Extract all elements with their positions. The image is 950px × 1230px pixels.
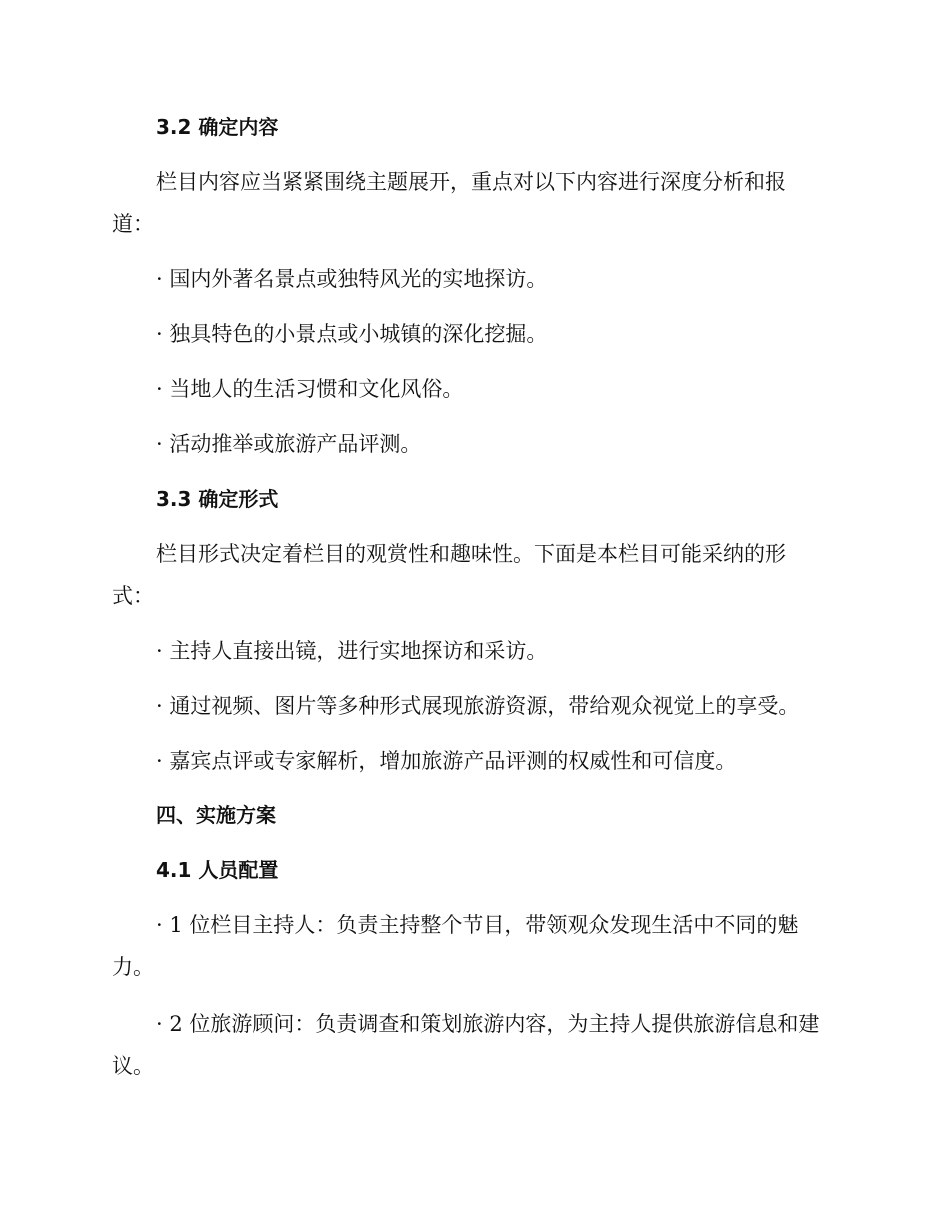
paragraph-line: 栏目内容应当紧紧围绕主题展开，重点对以下内容进行深度分析和报 xyxy=(156,170,786,194)
list-item-line: · 1 位栏目主持人：负责主持整个节目，带领观众发现生活中不同的魅 xyxy=(156,913,799,937)
list-item-line: 力。 xyxy=(112,955,154,979)
bullet-item: · 主持人直接出镜，进行实地探访和采访。 xyxy=(156,639,548,663)
bullet-item: · 通过视频、图片等多种形式展现旅游资源，带给观众视觉上的享受。 xyxy=(156,694,800,718)
bullet-item: · 活动推举或旅游产品评测。 xyxy=(156,432,422,456)
bullet-item: · 独具特色的小景点或小城镇的深化挖掘。 xyxy=(156,322,548,346)
section-heading-3-3: 3.3 确定形式 xyxy=(156,487,279,511)
bullet-item: · 当地人的生活习惯和文化风俗。 xyxy=(156,377,464,401)
section-heading-4-1: 4.1 人员配置 xyxy=(156,858,279,882)
section-heading-4: 四、实施方案 xyxy=(156,803,276,827)
paragraph-line: 式： xyxy=(112,584,154,608)
list-item-line: · 2 位旅游顾问：负责调查和策划旅游内容，为主持人提供旅游信息和建 xyxy=(156,1012,820,1036)
paragraph-line: 道： xyxy=(112,212,154,236)
paragraph-line: 栏目形式决定着栏目的观赏性和趣味性。下面是本栏目可能采纳的形 xyxy=(156,542,786,566)
bullet-item: · 国内外著名景点或独特风光的实地探访。 xyxy=(156,267,548,291)
bullet-item: · 嘉宾点评或专家解析，增加旅游产品评测的权威性和可信度。 xyxy=(156,749,737,773)
list-item-line: 议。 xyxy=(112,1054,154,1078)
section-heading-3-2: 3.2 确定内容 xyxy=(156,115,279,139)
